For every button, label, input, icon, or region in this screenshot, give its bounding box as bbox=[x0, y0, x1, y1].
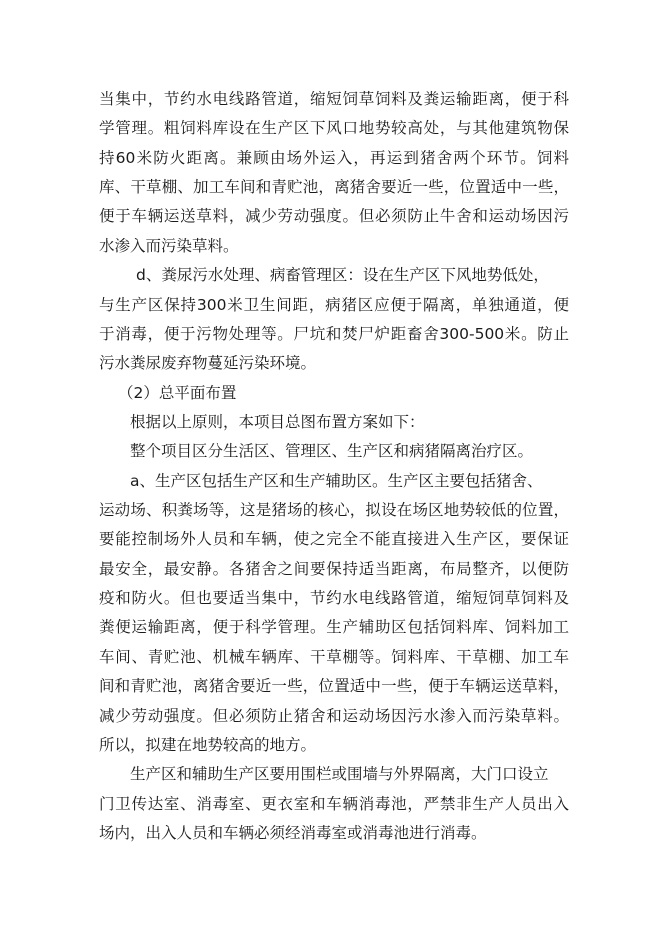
text-line: 当集中，节约水电线路管道，缩短饲草饲料及粪运输距离，便于科 bbox=[99, 90, 569, 108]
text-line: 持60米防火距离。兼顾由场外运入，再运到猪舍两个环节。饲料 bbox=[99, 149, 569, 167]
text-line: 间和青贮池，离猪舍要近一些，位置适中一些，便于车辆运送草料， bbox=[99, 677, 569, 695]
text-line: 粪便运输距离，便于科学管理。生产辅助区包括饲料库、饲料加工 bbox=[99, 618, 569, 636]
text-line: 学管理。粗饲料库设在生产区下风口地势较高处，与其他建筑物保 bbox=[99, 119, 569, 137]
text-line: 根据以上原则，本项目总图布置方案如下： bbox=[130, 413, 425, 431]
text-line: 整个项目区分生活区、管理区、生产区和病猪隔离治疗区。 bbox=[130, 442, 534, 460]
text-line: 要能控制场外人员和车辆，使之完全不能直接进入生产区，要保证 bbox=[99, 530, 569, 548]
text-line: 生产区和辅助生产区要用围栏或围墙与外界隔离，大门口设立 bbox=[130, 765, 549, 783]
text-line: a、生产区包括生产区和生产辅助区。生产区主要包括猪舍、 bbox=[130, 472, 543, 490]
text-line: 于消毒，便于污物处理等。尸坑和焚尸炉距畜舍300-500米。防止 bbox=[99, 325, 569, 343]
text-line: 疫和防火。但也要适当集中，节约水电线路管道，缩短饲草饲料及 bbox=[99, 589, 569, 607]
text-line: 水渗入而污染草料。 bbox=[99, 237, 239, 255]
text-line: 与生产区保持300米卫生间距，病猪区应便于隔离，单独通道，便 bbox=[99, 296, 569, 314]
text-line: 污水粪尿废弃物蔓延污染环境。 bbox=[99, 354, 317, 372]
text-line: 运动场、积粪场等，这是猪场的核心，拟设在场区地势较低的位置， bbox=[99, 501, 569, 519]
text-line: 场内，出入人员和车辆必须经消毒室或消毒池进行消毒。 bbox=[99, 824, 487, 842]
text-line: 车间、青贮池、机械车辆库、干草棚等。饲料库、干草棚、加工车 bbox=[99, 648, 569, 666]
text-line: 门卫传达室、消毒室、更衣室和车辆消毒池，严禁非生产人员出入 bbox=[99, 795, 569, 813]
section-heading: （2）总平面布置 bbox=[118, 384, 237, 402]
text-line: 减少劳动强度。但必须防止猪舍和运动场因污水渗入而污染草料。 bbox=[99, 707, 569, 725]
text-line: 最安全，最安静。各猪舍之间要保持适当距离，布局整齐，以便防 bbox=[99, 560, 569, 578]
text-line: 库、干草棚、加工车间和青贮池，离猪舍要近一些，位置适中一些， bbox=[99, 178, 569, 196]
text-line: 所以，拟建在地势较高的地方。 bbox=[99, 736, 317, 754]
text-line: 便于车辆运送草料，减少劳动强度。但必须防止牛舍和运动场因污 bbox=[99, 207, 569, 225]
text-line: d、粪尿污水处理、病畜管理区：设在生产区下风地势低处， bbox=[136, 266, 549, 284]
